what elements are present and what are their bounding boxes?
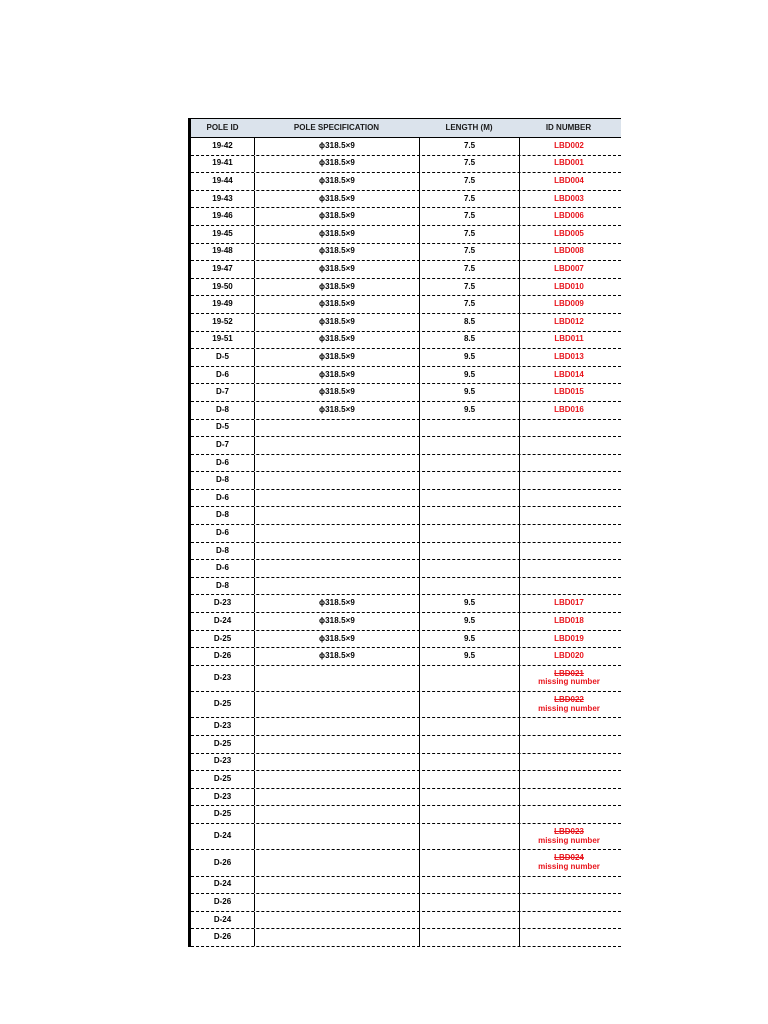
id-number-cell: LBD001 <box>519 156 618 173</box>
id-number-cell: LBD018 <box>519 613 618 630</box>
pole-id-cell: 19-48 <box>212 246 233 256</box>
pole-id-cell: D-6 <box>216 527 229 537</box>
length-cell <box>419 877 519 894</box>
pole-spec-cell <box>254 789 419 806</box>
pole-id-cell: D-5 <box>216 352 229 362</box>
pole-id-cell: D-26 <box>213 651 232 661</box>
length-cell <box>419 692 519 717</box>
table-row <box>191 578 621 596</box>
id-number-cell <box>519 560 618 577</box>
length-cell <box>419 455 519 472</box>
id-number-cell <box>519 850 618 875</box>
pole-id-cell: D-5 <box>216 422 229 432</box>
table-row <box>191 244 621 262</box>
id-number-cell: LBD019 <box>519 631 618 648</box>
pole-spec-cell <box>254 806 419 823</box>
id-number-cell <box>519 736 618 753</box>
table-row <box>191 296 621 314</box>
length-cell: 7.5 <box>419 226 519 243</box>
pole-id-cell: 19-42 <box>212 140 233 150</box>
id-number-cell: LBD017 <box>519 595 618 612</box>
pole-spec-cell <box>254 736 419 753</box>
pole-id-cell: 19-47 <box>212 264 233 274</box>
pole-spec-cell <box>254 455 419 472</box>
pole-spec-cell <box>254 507 419 524</box>
length-cell <box>419 806 519 823</box>
pole-spec-cell: ϕ318.5×9 <box>254 296 419 313</box>
pole-spec-cell <box>254 420 419 437</box>
length-cell: 9.5 <box>419 631 519 648</box>
length-cell: 9.5 <box>419 613 519 630</box>
id-number-cell: LBD004 <box>519 173 618 190</box>
length-cell: 7.5 <box>419 208 519 225</box>
length-cell: 8.5 <box>419 332 519 349</box>
table-row <box>191 367 621 385</box>
id-number-cell: LBD015 <box>519 384 618 401</box>
id-number-cell: LBD014 <box>519 367 618 384</box>
id-number-cell <box>519 877 618 894</box>
length-cell <box>419 929 519 946</box>
length-cell <box>419 789 519 806</box>
length-cell <box>419 771 519 788</box>
table-row <box>191 613 621 631</box>
pole-id-cell: 19-49 <box>212 299 233 309</box>
id-number-cell: LBD003 <box>519 191 618 208</box>
id-number-cell: LBD011 <box>519 332 618 349</box>
table-row <box>191 384 621 402</box>
table-row <box>191 824 621 850</box>
id-number-cell <box>519 543 618 560</box>
pole-spec-cell: ϕ318.5×9 <box>254 244 419 261</box>
length-cell <box>419 666 519 691</box>
id-number-struck: LBD021 <box>554 668 584 678</box>
id-number-cell: LBD016 <box>519 402 618 419</box>
length-cell <box>419 578 519 595</box>
pole-id-cell: D-23 <box>213 598 232 608</box>
table-row <box>191 754 621 772</box>
table-row <box>191 850 621 876</box>
pole-id-cell: D-23 <box>213 756 232 766</box>
pole-spec-cell <box>254 850 419 875</box>
pole-spec-cell <box>254 525 419 542</box>
pole-spec-cell <box>254 754 419 771</box>
pole-id-cell: D-8 <box>216 404 229 414</box>
id-number-cell: LBD010 <box>519 279 618 296</box>
id-number-cell <box>519 666 618 691</box>
pole-spec-cell <box>254 578 419 595</box>
pole-spec-cell: ϕ318.5×9 <box>254 156 419 173</box>
pole-id-cell: D-25 <box>213 738 232 748</box>
id-number-cell <box>519 894 618 911</box>
id-number-cell: LBD008 <box>519 244 618 261</box>
pole-spec-cell: ϕ318.5×9 <box>254 173 419 190</box>
length-cell: 7.5 <box>419 244 519 261</box>
pole-id-cell: 19-45 <box>212 228 233 238</box>
missing-number-note: missing number <box>538 835 600 845</box>
id-number-cell <box>519 420 618 437</box>
pole-spec-cell <box>254 929 419 946</box>
pole-spec-cell <box>254 877 419 894</box>
length-cell: 9.5 <box>419 595 519 612</box>
id-number-cell <box>519 578 618 595</box>
pole-spec-cell: ϕ318.5×9 <box>254 349 419 366</box>
id-number-struck: LBD024 <box>554 853 584 863</box>
table-row <box>191 191 621 209</box>
length-cell: 8.5 <box>419 314 519 331</box>
length-cell <box>419 543 519 560</box>
length-cell: 7.5 <box>419 279 519 296</box>
pole-id-cell: D-25 <box>213 809 232 819</box>
length-cell: 7.5 <box>419 191 519 208</box>
pole-id-cell: D-6 <box>216 369 229 379</box>
id-number-cell <box>519 692 618 717</box>
pole-id-cell: 19-44 <box>212 176 233 186</box>
length-cell: 7.5 <box>419 173 519 190</box>
pole-id-cell: D-6 <box>216 457 229 467</box>
table-row <box>191 789 621 807</box>
pole-spec-cell: ϕ318.5×9 <box>254 402 419 419</box>
pole-id-cell: D-26 <box>213 857 232 867</box>
id-number-cell <box>519 806 618 823</box>
pole-spec-cell: ϕ318.5×9 <box>254 384 419 401</box>
missing-number-note: missing number <box>538 703 600 713</box>
id-number-cell <box>519 472 618 489</box>
pole-spec-cell: ϕ318.5×9 <box>254 367 419 384</box>
length-cell: 9.5 <box>419 648 519 665</box>
pole-id-cell: D-7 <box>216 387 229 397</box>
pole-spec-cell: ϕ318.5×9 <box>254 279 419 296</box>
length-cell <box>419 420 519 437</box>
table-row <box>191 894 621 912</box>
pole-id-cell: D-6 <box>216 492 229 502</box>
id-number-cell <box>519 718 618 735</box>
pole-id-cell: D-23 <box>213 721 232 731</box>
id-number-struck: LBD022 <box>554 694 584 704</box>
id-number-cell <box>519 490 618 507</box>
pole-spec-cell: ϕ318.5×9 <box>254 138 419 155</box>
length-cell <box>419 560 519 577</box>
length-cell <box>419 437 519 454</box>
table-row <box>191 771 621 789</box>
id-number-cell <box>519 789 618 806</box>
table-row <box>191 455 621 473</box>
pole-id-cell: D-23 <box>213 673 232 683</box>
table-row <box>191 543 621 561</box>
table-row <box>191 595 621 613</box>
table-row <box>191 692 621 718</box>
table-header <box>191 118 621 138</box>
id-number-cell: LBD009 <box>519 296 618 313</box>
pole-id-cell: D-6 <box>216 563 229 573</box>
pole-id-cell: 19-41 <box>212 158 233 168</box>
pole-id-cell: 19-50 <box>212 281 233 291</box>
pole-id-cell: D-26 <box>213 932 232 942</box>
table-row <box>191 877 621 895</box>
pole-spec-cell <box>254 666 419 691</box>
table-row <box>191 631 621 649</box>
table-row <box>191 173 621 191</box>
length-cell <box>419 894 519 911</box>
pole-spec-cell <box>254 771 419 788</box>
pole-spec-cell: ϕ318.5×9 <box>254 595 419 612</box>
pole-spec-cell: ϕ318.5×9 <box>254 191 419 208</box>
pole-id-cell: D-26 <box>213 897 232 907</box>
table-row <box>191 560 621 578</box>
table-row <box>191 349 621 367</box>
length-cell <box>419 472 519 489</box>
pole-spec-cell: ϕ318.5×9 <box>254 613 419 630</box>
table-row <box>191 261 621 279</box>
table-row <box>191 208 621 226</box>
pole-table <box>188 118 621 947</box>
table-row <box>191 490 621 508</box>
id-number-cell <box>519 754 618 771</box>
length-cell: 7.5 <box>419 156 519 173</box>
length-cell <box>419 912 519 929</box>
pole-id-cell: D-24 <box>213 914 232 924</box>
pole-id-cell: 19-52 <box>212 316 233 326</box>
pole-spec-cell <box>254 490 419 507</box>
length-cell <box>419 490 519 507</box>
pole-id-cell: D-8 <box>216 545 229 555</box>
header-pole-id: POLE ID <box>206 122 239 132</box>
id-number-cell: LBD005 <box>519 226 618 243</box>
table-row <box>191 718 621 736</box>
pole-id-cell: D-24 <box>213 615 232 625</box>
table-row <box>191 736 621 754</box>
id-number-struck: LBD023 <box>554 826 584 836</box>
table-row <box>191 666 621 692</box>
pole-id-cell: D-24 <box>213 879 232 889</box>
table-row <box>191 138 621 156</box>
header-length: LENGTH (M) <box>445 122 493 132</box>
pole-spec-cell: ϕ318.5×9 <box>254 261 419 278</box>
pole-id-cell: D-8 <box>216 580 229 590</box>
missing-number-note: missing number <box>538 861 600 871</box>
id-number-cell: LBD012 <box>519 314 618 331</box>
table-row <box>191 402 621 420</box>
id-number-cell <box>519 929 618 946</box>
table-row <box>191 279 621 297</box>
table-row <box>191 525 621 543</box>
id-number-cell: LBD013 <box>519 349 618 366</box>
pole-spec-cell: ϕ318.5×9 <box>254 314 419 331</box>
pole-id-cell: 19-46 <box>212 211 233 221</box>
table-body <box>191 138 621 947</box>
length-cell <box>419 718 519 735</box>
table-row <box>191 912 621 930</box>
table-row <box>191 226 621 244</box>
length-cell <box>419 754 519 771</box>
table-row <box>191 420 621 438</box>
table-row <box>191 806 621 824</box>
pole-id-cell: D-24 <box>213 831 232 841</box>
length-cell <box>419 507 519 524</box>
pole-spec-cell <box>254 894 419 911</box>
id-number-cell <box>519 437 618 454</box>
pole-spec-cell <box>254 824 419 849</box>
id-number-cell: LBD002 <box>519 138 618 155</box>
pole-spec-cell <box>254 560 419 577</box>
id-number-cell <box>519 771 618 788</box>
pole-spec-cell <box>254 472 419 489</box>
length-cell: 9.5 <box>419 384 519 401</box>
pole-spec-cell: ϕ318.5×9 <box>254 208 419 225</box>
table-row <box>191 332 621 350</box>
pole-spec-cell <box>254 692 419 717</box>
table-row <box>191 437 621 455</box>
length-cell <box>419 525 519 542</box>
pole-spec-cell <box>254 437 419 454</box>
table-row <box>191 929 621 947</box>
length-cell: 7.5 <box>419 261 519 278</box>
id-number-cell <box>519 455 618 472</box>
id-number-cell <box>519 525 618 542</box>
table-row <box>191 472 621 490</box>
pole-id-cell: D-7 <box>216 439 229 449</box>
pole-spec-cell: ϕ318.5×9 <box>254 226 419 243</box>
table-row <box>191 648 621 666</box>
pole-id-cell: D-25 <box>213 633 232 643</box>
id-number-cell <box>519 507 618 524</box>
pole-id-cell: D-23 <box>213 791 232 801</box>
pole-id-cell: 19-43 <box>212 193 233 203</box>
id-number-cell: LBD020 <box>519 648 618 665</box>
pole-spec-cell <box>254 543 419 560</box>
header-id-number: ID NUMBER <box>545 122 592 132</box>
length-cell <box>419 736 519 753</box>
length-cell: 7.5 <box>419 296 519 313</box>
pole-spec-cell: ϕ318.5×9 <box>254 648 419 665</box>
pole-spec-cell: ϕ318.5×9 <box>254 332 419 349</box>
length-cell: 9.5 <box>419 367 519 384</box>
pole-spec-cell <box>254 912 419 929</box>
id-number-cell <box>519 912 618 929</box>
length-cell <box>419 824 519 849</box>
pole-spec-cell <box>254 718 419 735</box>
length-cell: 7.5 <box>419 138 519 155</box>
table-row <box>191 156 621 174</box>
pole-spec-cell: ϕ318.5×9 <box>254 631 419 648</box>
pole-id-cell: D-25 <box>213 699 232 709</box>
pole-id-cell: D-8 <box>216 510 229 520</box>
table-row <box>191 314 621 332</box>
header-pole-specification: POLE SPECIFICATION <box>293 122 380 132</box>
id-number-cell: LBD006 <box>519 208 618 225</box>
id-number-cell <box>519 824 618 849</box>
length-cell: 9.5 <box>419 402 519 419</box>
pole-id-cell: D-8 <box>216 475 229 485</box>
pole-id-cell: 19-51 <box>212 334 233 344</box>
length-cell: 9.5 <box>419 349 519 366</box>
id-number-cell: LBD007 <box>519 261 618 278</box>
pole-id-cell: D-25 <box>213 774 232 784</box>
table-row <box>191 507 621 525</box>
length-cell <box>419 850 519 875</box>
missing-number-note: missing number <box>538 677 600 687</box>
